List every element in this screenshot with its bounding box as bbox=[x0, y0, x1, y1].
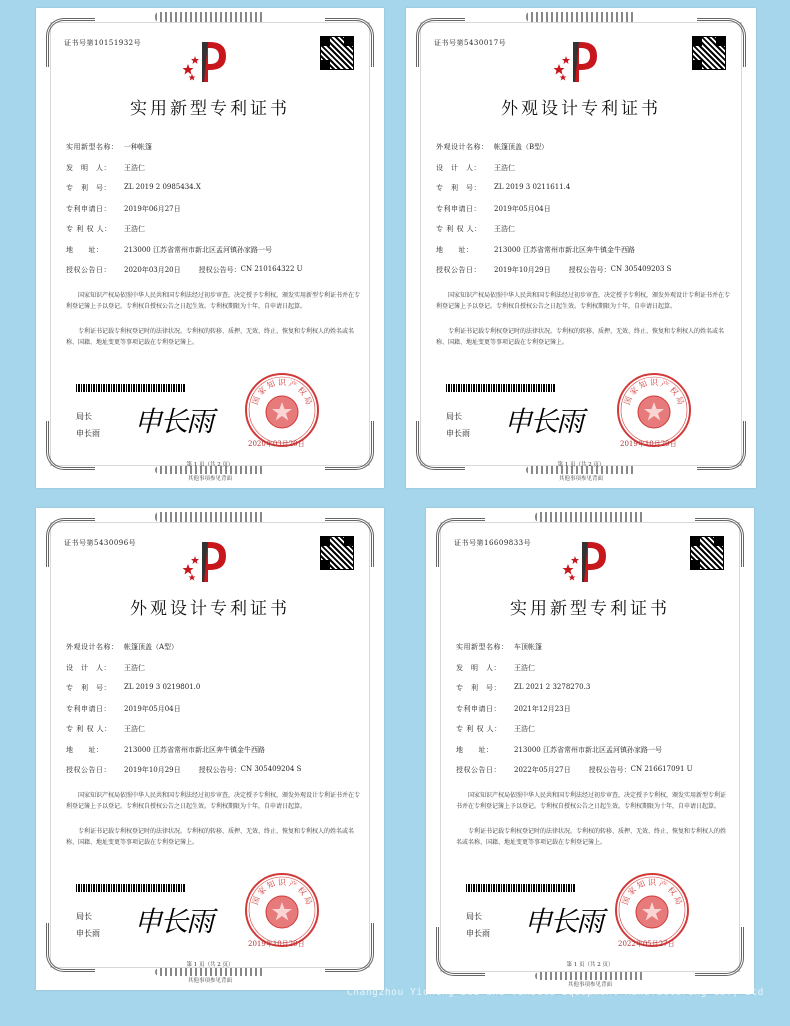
field-row bbox=[66, 142, 360, 163]
field-value-2: CN 305409203 S bbox=[610, 265, 672, 273]
field-value: 213000 江苏省常州市新北区孟河镇孙家路一号 bbox=[124, 245, 272, 254]
svg-text:识: 识 bbox=[278, 378, 286, 387]
field-row bbox=[456, 663, 730, 684]
handwritten-signature: 申长雨 bbox=[524, 905, 603, 938]
field-value: ZL 2019 2 0985434.X bbox=[124, 183, 201, 191]
svg-text:产: 产 bbox=[287, 379, 299, 391]
field-key: 外观设计名称： bbox=[436, 143, 489, 151]
svg-text:局: 局 bbox=[302, 395, 314, 406]
footnote: 其他事项参见背面 bbox=[558, 476, 603, 482]
field-value: 王浩仁 bbox=[514, 725, 535, 733]
signatory-name: 申长雨 bbox=[76, 429, 100, 438]
svg-text:知: 知 bbox=[635, 879, 647, 891]
field-value: 帐篷顶盖（B型） bbox=[494, 143, 549, 151]
company-watermark: Changzhou Yicheng Bed and Vehicle Equipment Manufacturing Co., Ltd bbox=[346, 987, 764, 998]
svg-text:识: 识 bbox=[278, 878, 286, 887]
svg-text:国: 国 bbox=[622, 395, 634, 406]
seal-date: 2019年10月29日 bbox=[620, 440, 677, 448]
field-row bbox=[66, 204, 360, 225]
page-number: 第 1 页（共 2 页） bbox=[557, 462, 605, 468]
certificate-number: 证书号第10151932号 bbox=[64, 39, 142, 47]
field-value-2: CN 210164322 U bbox=[240, 265, 303, 273]
field-row bbox=[456, 724, 730, 745]
statement-paragraph: 国家知识产权局依照中华人民共和国专利法经过初步审查，决定授予专利权，颁发实用新型专利证书并在专利登记簿上予以登记。专利权自授权公告之日起生效。专利权期限为十年，自申请日起算。 bbox=[66, 292, 361, 310]
svg-text:家: 家 bbox=[256, 885, 269, 898]
field-row bbox=[66, 265, 360, 286]
legal-status-paragraph: 专利证书记载专利权登记时的法律状况。专利权的转移、质押、无效、终止、恢复和专利权人的姓名或名称、国籍、地址变更等事项记载在专利登记簿上。 bbox=[66, 828, 355, 846]
corner-ornament bbox=[695, 927, 744, 976]
field-key-2: 授权公告号： bbox=[198, 266, 241, 274]
signatory-title: 局长 bbox=[466, 912, 482, 921]
cnipa-logo-icon bbox=[551, 36, 611, 86]
svg-text:权: 权 bbox=[665, 885, 678, 898]
field-value-2: CN 305409204 S bbox=[240, 765, 302, 773]
svg-text:国: 国 bbox=[620, 895, 632, 906]
field-key: 设 计 人： bbox=[66, 663, 111, 672]
field-key: 专利申请日： bbox=[66, 704, 111, 713]
barcode-icon bbox=[446, 384, 556, 392]
field-value: 王浩仁 bbox=[124, 725, 145, 733]
page-number: 第 1 页（共 2 页） bbox=[566, 962, 614, 968]
footnote: 其他事项参见背面 bbox=[187, 476, 232, 482]
field-value: 2019年06月27日 bbox=[124, 204, 181, 213]
field-value: 2019年10月29日 bbox=[124, 766, 181, 774]
field-key: 专 利 权 人： bbox=[66, 225, 112, 233]
page-number: 第 1 页（共 2 页） bbox=[186, 962, 234, 968]
field-key: 授权公告日： bbox=[66, 266, 111, 274]
field-row bbox=[66, 704, 360, 725]
field-row bbox=[456, 704, 730, 725]
field-value: 一种帐篷 bbox=[124, 143, 152, 151]
legal-status-paragraph: 专利证书记载专利权登记时的法律状况。专利权的转移、质押、无效、终止、恢复和专利权人的姓名或名称、国籍、地址变更等事项记载在专利登记簿上。 bbox=[436, 328, 725, 346]
field-value: 王浩仁 bbox=[124, 225, 145, 233]
patent-certificate bbox=[36, 508, 384, 990]
field-key: 专 利 号： bbox=[66, 684, 111, 692]
certificate-fields bbox=[66, 142, 360, 286]
field-value: 2021年12月23日 bbox=[514, 704, 571, 713]
svg-text:产: 产 bbox=[287, 879, 299, 891]
field-key: 设 计 人： bbox=[436, 163, 481, 172]
certificate-fields bbox=[456, 642, 730, 786]
field-key: 授权公告日： bbox=[436, 266, 481, 274]
top-ornament bbox=[526, 12, 636, 22]
field-value: 2019年10月29日 bbox=[494, 266, 551, 274]
field-key: 专 利 号： bbox=[66, 184, 111, 192]
field-key-2: 授权公告号： bbox=[568, 266, 611, 274]
svg-text:家: 家 bbox=[626, 885, 639, 898]
field-key: 地 址： bbox=[66, 245, 104, 254]
field-row bbox=[66, 642, 360, 663]
field-value: 王浩仁 bbox=[514, 663, 535, 672]
field-row bbox=[436, 183, 732, 204]
official-seal-icon bbox=[244, 372, 320, 448]
signatory-name: 申长雨 bbox=[466, 929, 490, 938]
field-key: 授权公告日： bbox=[456, 766, 501, 774]
field-key: 专 利 权 人： bbox=[66, 725, 112, 733]
field-row bbox=[436, 265, 732, 286]
field-key-2: 授权公告号： bbox=[588, 766, 631, 774]
field-row bbox=[436, 245, 732, 266]
field-row bbox=[66, 663, 360, 684]
statement-paragraph: 国家知识产权局依照中华人民共和国专利法经过初步审查，决定授予专利权，颁发外观设计专利证书并在专利登记簿上予以登记。专利权自授权公告之日起生效。专利权期限为十年，自申请日起算。 bbox=[436, 292, 731, 310]
bottom-ornament bbox=[535, 972, 645, 980]
certificate-fields bbox=[436, 142, 732, 286]
field-key: 专 利 权 人： bbox=[456, 725, 502, 733]
field-key: 专利申请日： bbox=[66, 204, 111, 213]
svg-text:局: 局 bbox=[672, 895, 684, 906]
field-row bbox=[456, 745, 730, 766]
certificate-number: 证书号第5430096号 bbox=[64, 539, 137, 547]
field-key: 专 利 号： bbox=[456, 684, 501, 692]
field-key: 专 利 权 人： bbox=[436, 225, 482, 233]
barcode-icon bbox=[76, 884, 186, 892]
top-ornament bbox=[155, 512, 265, 522]
field-row bbox=[456, 642, 730, 663]
svg-text:家: 家 bbox=[628, 385, 641, 398]
page-number: 第 1 页（共 2 页） bbox=[186, 462, 234, 468]
field-key: 外观设计名称： bbox=[66, 643, 119, 651]
patent-certificate bbox=[36, 8, 384, 488]
certificate-fields bbox=[66, 642, 360, 786]
signatory-name: 申长雨 bbox=[446, 429, 470, 438]
svg-text:知: 知 bbox=[265, 379, 277, 391]
svg-text:知: 知 bbox=[265, 879, 277, 891]
field-value: ZL 2021 2 3278270.3 bbox=[514, 683, 591, 691]
field-key: 实用新型名称： bbox=[66, 143, 119, 151]
field-value: 2022年05月27日 bbox=[514, 766, 571, 774]
field-value: 2020年03月20日 bbox=[124, 266, 181, 274]
official-seal-icon bbox=[616, 372, 692, 448]
statement-paragraph: 国家知识产权局依照中华人民共和国专利法经过初步审查，决定授予专利权，颁发外观设计专利证书并在专利登记簿上予以登记。专利权自授权公告之日起生效。专利权期限为十年，自申请日起算。 bbox=[66, 792, 361, 810]
legal-status-paragraph: 专利证书记载专利权登记时的法律状况。专利权的转移、质押、无效、终止、恢复和专利权人的姓名或名称、国籍、地址变更等事项记载在专利登记簿上。 bbox=[456, 828, 727, 846]
handwritten-signature: 申长雨 bbox=[504, 405, 583, 438]
cnipa-logo-icon bbox=[180, 36, 240, 86]
field-row bbox=[66, 163, 360, 184]
patent-certificate bbox=[406, 8, 756, 488]
cnipa-logo-icon bbox=[560, 536, 620, 586]
seal-date: 2019年10月29日 bbox=[248, 940, 305, 948]
qr-code-icon bbox=[692, 36, 726, 70]
field-row bbox=[66, 245, 360, 266]
field-key: 地 址： bbox=[456, 745, 494, 754]
svg-text:局: 局 bbox=[674, 395, 686, 406]
svg-text:权: 权 bbox=[295, 885, 308, 898]
signatory bbox=[76, 408, 100, 442]
signatory-title: 局长 bbox=[446, 412, 462, 421]
field-value: 213000 江苏省常州市新北区孟河镇孙家路一号 bbox=[514, 745, 662, 754]
field-row bbox=[66, 745, 360, 766]
svg-text:权: 权 bbox=[295, 385, 308, 398]
signatory-title: 局长 bbox=[76, 412, 92, 421]
svg-text:产: 产 bbox=[657, 879, 669, 891]
seal-date: 2020年03月20日 bbox=[248, 440, 305, 448]
certificate-number: 证书号第16609833号 bbox=[454, 539, 532, 547]
field-value: 王浩仁 bbox=[124, 663, 145, 672]
field-value: 213000 江苏省常州市新北区奔牛镇金牛西路 bbox=[494, 245, 635, 254]
field-key: 发 明 人： bbox=[66, 163, 111, 172]
field-key: 地 址： bbox=[436, 245, 474, 254]
field-row bbox=[66, 224, 360, 245]
signatory bbox=[446, 408, 470, 442]
official-seal-icon bbox=[244, 872, 320, 948]
legal-status-paragraph: 专利证书记载专利权登记时的法律状况。专利权的转移、质押、无效、终止、恢复和专利权人的姓名或名称、国籍、地址变更等事项记载在专利登记簿上。 bbox=[66, 328, 355, 346]
field-row bbox=[66, 683, 360, 704]
certificate-title: 外观设计专利证书 bbox=[501, 99, 661, 119]
statement-paragraph: 国家知识产权局依照中华人民共和国专利法经过初步审查，决定授予专利权，颁发实用新型专利证书并在专利登记簿上予以登记。专利权自授权公告之日起生效。专利权期限为十年，自申请日起算。 bbox=[456, 792, 727, 810]
field-value: ZL 2019 3 0219801.0 bbox=[124, 683, 201, 691]
field-value: 王浩仁 bbox=[494, 163, 515, 172]
field-row bbox=[66, 183, 360, 204]
field-key: 专利申请日： bbox=[456, 704, 501, 713]
field-value-2: CN 216617091 U bbox=[630, 765, 693, 773]
svg-text:产: 产 bbox=[659, 379, 671, 391]
field-value: 2019年05月04日 bbox=[124, 704, 181, 713]
svg-text:局: 局 bbox=[302, 895, 314, 906]
field-row bbox=[436, 204, 732, 225]
field-row bbox=[456, 765, 730, 786]
svg-text:权: 权 bbox=[667, 385, 680, 398]
svg-text:知: 知 bbox=[637, 379, 649, 391]
footnote: 其他事项参见背面 bbox=[567, 982, 612, 988]
field-row bbox=[436, 142, 732, 163]
field-key: 专 利 号： bbox=[436, 184, 481, 192]
qr-code-icon bbox=[690, 536, 724, 570]
certificate-title: 外观设计专利证书 bbox=[130, 599, 290, 619]
field-value: 213000 江苏省常州市新北区奔牛镇金牛西路 bbox=[124, 745, 265, 754]
field-value: 车顶帐篷 bbox=[514, 643, 542, 651]
field-row bbox=[436, 224, 732, 245]
handwritten-signature: 申长雨 bbox=[134, 905, 213, 938]
svg-text:国: 国 bbox=[250, 895, 262, 906]
field-row bbox=[66, 765, 360, 786]
field-value: 2019年05月04日 bbox=[494, 204, 551, 213]
seal-date: 2022年05月27日 bbox=[618, 940, 675, 948]
svg-text:国: 国 bbox=[250, 395, 262, 406]
signatory-name: 申长雨 bbox=[76, 929, 100, 938]
field-key: 授权公告日： bbox=[66, 766, 111, 774]
svg-text:家: 家 bbox=[256, 385, 269, 398]
handwritten-signature: 申长雨 bbox=[134, 405, 213, 438]
field-value: 王浩仁 bbox=[124, 163, 145, 172]
barcode-icon bbox=[466, 884, 576, 892]
svg-text:识: 识 bbox=[648, 878, 656, 887]
field-key: 发 明 人： bbox=[456, 663, 501, 672]
field-row bbox=[456, 683, 730, 704]
bottom-ornament bbox=[155, 968, 265, 976]
field-value: ZL 2019 3 0211611.4 bbox=[494, 183, 571, 191]
footnote: 其他事项参见背面 bbox=[187, 978, 232, 984]
top-ornament bbox=[155, 12, 265, 22]
certificate-title: 实用新型专利证书 bbox=[510, 599, 670, 619]
field-key: 地 址： bbox=[66, 745, 104, 754]
qr-code-icon bbox=[320, 36, 354, 70]
svg-text:识: 识 bbox=[650, 378, 658, 387]
certificate-title: 实用新型专利证书 bbox=[130, 99, 290, 119]
signatory bbox=[466, 908, 490, 942]
field-value: 王浩仁 bbox=[494, 225, 515, 233]
signatory-title: 局长 bbox=[76, 912, 92, 921]
top-ornament bbox=[535, 512, 645, 522]
signatory bbox=[76, 908, 100, 942]
field-key: 专利申请日： bbox=[436, 204, 481, 213]
field-value: 帐篷顶盖（A型） bbox=[124, 643, 179, 651]
field-key: 实用新型名称： bbox=[456, 643, 509, 651]
barcode-icon bbox=[76, 384, 186, 392]
patent-certificate bbox=[426, 508, 754, 994]
field-key-2: 授权公告号： bbox=[198, 766, 241, 774]
official-seal-icon bbox=[614, 872, 690, 948]
field-row bbox=[66, 724, 360, 745]
certificate-number: 证书号第5430017号 bbox=[434, 39, 507, 47]
cnipa-logo-icon bbox=[180, 536, 240, 586]
field-row bbox=[436, 163, 732, 184]
qr-code-icon bbox=[320, 536, 354, 570]
